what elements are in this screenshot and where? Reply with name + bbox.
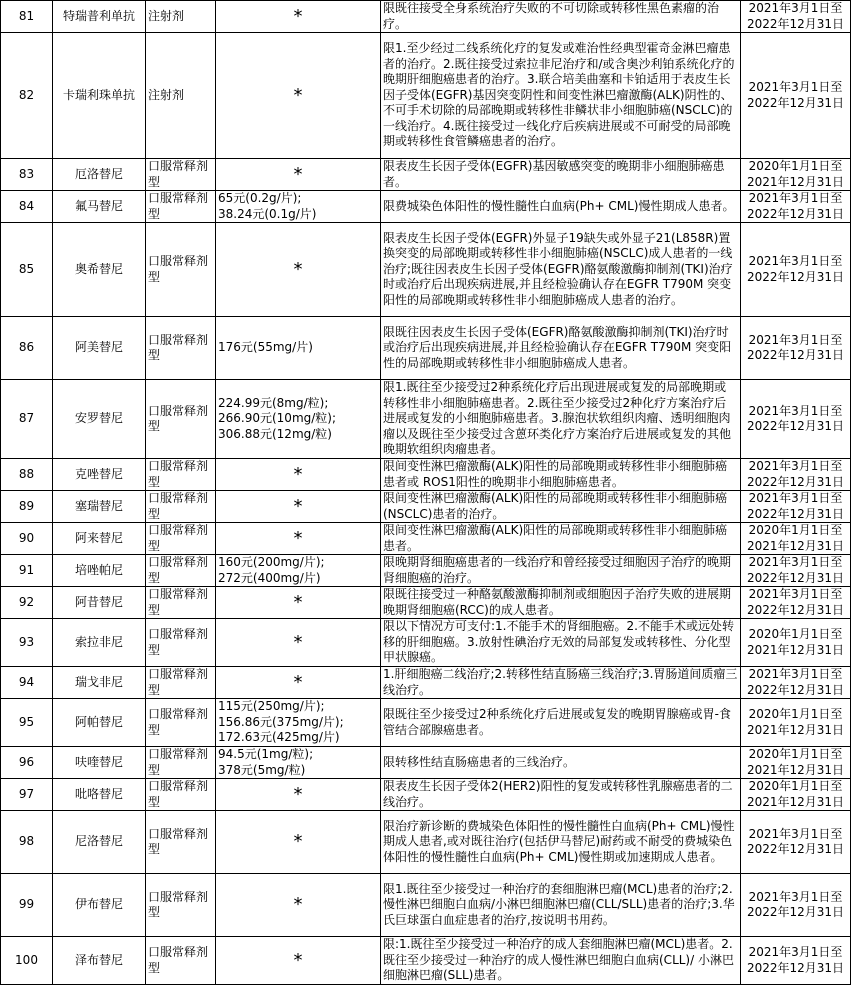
payment-standard-cell (216, 191, 381, 223)
medical-insurance-scope-cell: 限以下情况方可支付:1.不能手术的肾细胞癌。2.不能手术或远处转移的肝细胞癌。3.放射性碘治疗无效的局部复发或转移性、分化型甲状腺癌。 (381, 619, 741, 667)
medical-insurance-scope-cell: 限表皮生长因子受体(EGFR)外显子19缺失或外显子21(L858R)置换突变的局部晚期或转移性非小细胞肺癌(NSCLC)成人患者的一线治疗;既往因表皮生长因子受体(EGFR)酪氨酸激酶抑制剂(TKI)治疗时或治疗后出现疾病进展,并且经检验确认存在EGFR T790M 突变阳性的局部晚期或转移性非小细胞肺癌成人患者的治疗。 (381, 223, 741, 317)
dosage-form-cell: 注射剂 (146, 33, 216, 159)
payment-standard-cell (216, 317, 381, 380)
period-start: 2021年3月1日至 (748, 555, 843, 569)
medical-insurance-scope-cell: 限既往因表皮生长因子受体(EGFR)酪氨酸激酶抑制剂(TKI)治疗时或治疗后出现疾病进展,并且经检验确认存在EGFR T790M 突变阳性的局部晚期或转移性非小细胞肺癌成人患者。 (381, 317, 741, 380)
drug-name-cell: 吡咯替尼 (53, 779, 146, 811)
drug-name-cell: 泽布替尼 (53, 937, 146, 985)
period-start: 2021年3月1日至 (748, 889, 843, 904)
payment-standard-cell (216, 619, 381, 667)
period-end: 2022年12月31日 (746, 474, 845, 489)
period-start: 2020年1月1日至 (748, 747, 843, 761)
period-end: 2021年12月31日 (746, 722, 845, 737)
medical-insurance-scope-cell: 限:1.既往至少接受过一种治疗的成人套细胞淋巴瘤(MCL)患者。2.既往至少接受过一种治疗的成人慢性淋巴细胞白血病(CLL)/ 小淋巴细胞淋巴瘤(SLL)患者。 (381, 937, 741, 985)
row-number-cell: 87 (1, 380, 53, 459)
table-row (1, 619, 851, 667)
asterisk-mark: * (293, 949, 303, 971)
period-start: 2020年1月1日至 (748, 523, 843, 537)
table-row (1, 317, 851, 380)
period-end: 2022年12月31日 (746, 960, 845, 975)
drug-name-cell: 伊布替尼 (53, 874, 146, 937)
period-start: 2021年3月1日至 (748, 826, 843, 841)
price-line: 156.86元(375mg/片); (218, 714, 344, 729)
agreement-period-cell (741, 699, 851, 747)
period-start: 2021年3月1日至 (748, 80, 843, 94)
agreement-period-cell (741, 587, 851, 619)
row-number-cell: 100 (1, 937, 53, 985)
period-start: 2021年3月1日至 (748, 459, 843, 473)
drug-name-cell: 卡瑞利珠单抗 (53, 33, 146, 159)
dosage-form-cell: 口服常释剂型 (146, 747, 216, 779)
period-end: 2022年12月31日 (746, 570, 845, 585)
dosage-form-cell: 口服常释剂型 (146, 779, 216, 811)
medical-insurance-scope-cell: 限转移性结直肠癌患者的三线治疗。 (381, 747, 741, 779)
price-line: 172.63元(425mg/片) (218, 730, 340, 745)
asterisk-mark: * (293, 831, 303, 853)
period-end: 2022年12月31日 (746, 905, 845, 919)
drug-name-cell: 瑞戈非尼 (53, 667, 146, 699)
period-start: 2021年3月1日至 (748, 491, 843, 505)
dosage-form-cell: 口服常释剂型 (146, 523, 216, 555)
dosage-form-cell: 口服常释剂型 (146, 667, 216, 699)
row-number-cell: 83 (1, 159, 53, 191)
asterisk-mark: * (293, 84, 303, 106)
asterisk-mark: * (293, 783, 303, 805)
row-number-cell: 82 (1, 33, 53, 159)
payment-standard-cell (216, 159, 381, 191)
row-number-cell: 91 (1, 555, 53, 587)
agreement-period-cell (741, 159, 851, 191)
agreement-period-cell (741, 1, 851, 33)
drug-name-cell: 阿美替尼 (53, 317, 146, 380)
period-end: 2021年12月31日 (746, 762, 845, 777)
period-start: 2021年3月1日至 (748, 332, 843, 347)
drug-name-cell: 特瑞普利单抗 (53, 1, 146, 33)
period-end: 2022年12月31日 (746, 206, 845, 221)
drug-name-cell: 厄洛替尼 (53, 159, 146, 191)
asterisk-mark: * (293, 463, 303, 485)
dosage-form-cell: 口服常释剂型 (146, 587, 216, 619)
table-row (1, 699, 851, 747)
payment-standard-cell (216, 747, 381, 779)
drug-name-cell: 培唑帕尼 (53, 555, 146, 587)
table-row (1, 491, 851, 523)
period-start: 2020年1月1日至 (748, 707, 843, 721)
row-number-cell: 96 (1, 747, 53, 779)
period-end: 2021年12月31日 (746, 538, 845, 553)
period-end: 2022年12月31日 (746, 16, 845, 31)
period-start: 2021年3月1日至 (748, 587, 843, 601)
payment-standard-cell (216, 33, 381, 159)
price-line: 94.5元(1mg/粒); (218, 747, 314, 761)
payment-standard-cell (216, 587, 381, 619)
dosage-form-cell: 口服常释剂型 (146, 491, 216, 523)
medical-insurance-scope-cell: 限晚期肾细胞癌患者的一线治疗和曾经接受过细胞因子治疗的晚期肾细胞癌的治疗。 (381, 555, 741, 587)
dosage-form-cell: 口服常释剂型 (146, 555, 216, 587)
drug-name-cell: 克唑替尼 (53, 459, 146, 491)
agreement-period-cell (741, 223, 851, 317)
drug-name-cell: 塞瑞替尼 (53, 491, 146, 523)
period-start: 2021年3月1日至 (748, 191, 843, 205)
dosage-form-cell: 注射剂 (146, 1, 216, 33)
period-start: 2021年3月1日至 (748, 1, 843, 15)
payment-standard-cell (216, 811, 381, 874)
price-line: 272元(400mg/片) (218, 570, 321, 585)
table-row (1, 747, 851, 779)
medical-insurance-scope-cell: 限间变性淋巴瘤激酶(ALK)阳性的局部晚期或转移性非小细胞肺癌(NSCLC)患者的治疗。 (381, 491, 741, 523)
table-row (1, 523, 851, 555)
payment-standard-cell (216, 779, 381, 811)
agreement-period-cell (741, 937, 851, 985)
row-number-cell: 89 (1, 491, 53, 523)
drug-name-cell: 奥希替尼 (53, 223, 146, 317)
payment-standard-cell (216, 555, 381, 587)
asterisk-mark: * (293, 5, 303, 27)
medical-insurance-scope-cell: 1.肝细胞癌二线治疗;2.转移性结直肠癌三线治疗;3.胃肠道间质瘤三线治疗。 (381, 667, 741, 699)
medical-insurance-scope-cell: 限间变性淋巴瘤激酶(ALK)阳性的局部晚期或转移性非小细胞肺癌患者。 (381, 523, 741, 555)
agreement-period-cell (741, 747, 851, 779)
payment-standard-cell (216, 874, 381, 937)
agreement-period-cell (741, 619, 851, 667)
medical-insurance-scope-cell: 限既往接受全身系统治疗失败的不可切除或转移性黑色素瘤的治疗。 (381, 1, 741, 33)
row-number-cell: 93 (1, 619, 53, 667)
price-line: 224.99元(8mg/粒); (218, 395, 329, 410)
period-end: 2022年12月31日 (746, 682, 845, 697)
drug-name-cell: 阿帕替尼 (53, 699, 146, 747)
medical-insurance-scope-cell: 限表皮生长因子受体2(HER2)阳性的复发或转移性乳腺癌患者的二线治疗。 (381, 779, 741, 811)
price-line: 306.88元(12mg/粒) (218, 426, 332, 441)
table-row (1, 459, 851, 491)
agreement-period-cell (741, 779, 851, 811)
table-row (1, 191, 851, 223)
row-number-cell: 95 (1, 699, 53, 747)
agreement-period-cell (741, 555, 851, 587)
table-row (1, 587, 851, 619)
dosage-form-cell: 口服常释剂型 (146, 191, 216, 223)
row-number-cell: 85 (1, 223, 53, 317)
table-row (1, 667, 851, 699)
medical-insurance-scope-cell: 限费城染色体阳性的慢性髓性白血病(Ph+ CML)慢性期成人患者。 (381, 191, 741, 223)
asterisk-mark: * (293, 631, 303, 653)
medical-insurance-scope-cell: 限间变性淋巴瘤激酶(ALK)阳性的局部晚期或转移性非小细胞肺癌患者或 ROS1阳性的晚期非小细胞肺癌患者。 (381, 459, 741, 491)
asterisk-mark: * (293, 894, 303, 916)
period-start: 2020年1月1日至 (748, 779, 843, 793)
payment-standard-cell (216, 523, 381, 555)
drug-name-cell: 安罗替尼 (53, 380, 146, 459)
medical-insurance-scope-cell: 限1.至少经过二线系统化疗的复发或难治性经典型霍奇金淋巴瘤患者的治疗。2.既往接受过索拉非尼治疗和/或含奥沙利铂系统化疗的晚期肝细胞癌患者的治疗。3.联合培美曲塞和卡铂适用于表皮生长因子受体(EGFR)基因突变阴性和间变性淋巴瘤激酶(ALK)阴性的、不可手术切除的局部晚期或转移性非鳞状非小细胞肺癌(NSCLC)的一线治疗。4.既往接受过一线化疗后疾病进展或不可耐受的局部晚期或转移性食管鳞癌患者的治疗。 (381, 33, 741, 159)
table-row (1, 555, 851, 587)
medical-insurance-scope-cell: 限既往至少接受过2种系统化疗后进展或复发的晚期胃腺癌或胃-食管结合部腺癌患者。 (381, 699, 741, 747)
row-number-cell: 84 (1, 191, 53, 223)
agreement-period-cell (741, 523, 851, 555)
row-number-cell: 92 (1, 587, 53, 619)
dosage-form-cell: 口服常释剂型 (146, 874, 216, 937)
period-start: 2021年3月1日至 (748, 254, 843, 268)
asterisk-mark: * (293, 671, 303, 693)
row-number-cell: 97 (1, 779, 53, 811)
price-line: 266.90元(10mg/粒); (218, 411, 337, 426)
asterisk-mark: * (293, 527, 303, 549)
row-number-cell: 94 (1, 667, 53, 699)
medical-insurance-scope-cell: 限既往接受过一种酪氨酸激酶抑制剂或细胞因子治疗失败的进展期晚期肾细胞癌(RCC)的成人患者。 (381, 587, 741, 619)
table-body (1, 1, 851, 985)
period-start: 2020年1月1日至 (748, 627, 843, 641)
medical-insurance-scope-cell: 限1.既往至少接受过2种系统化疗后出现进展或复发的局部晚期或转移性非小细胞肺癌患者。2.既往至少接受过2种化疗方案治疗后进展或复发的小细胞肺癌患者。3.腺泡状软组织肉瘤、透明细胞肉瘤以及既往至少接受过含蒽环类化疗方案治疗后进展或复发的其他晚期软组织肉瘤患者。 (381, 380, 741, 459)
period-end: 2021年12月31日 (746, 174, 845, 189)
dosage-form-cell: 口服常释剂型 (146, 937, 216, 985)
agreement-period-cell (741, 317, 851, 380)
row-number-cell: 98 (1, 811, 53, 874)
period-end: 2021年12月31日 (746, 794, 845, 809)
period-end: 2022年12月31日 (746, 348, 845, 362)
payment-standard-cell (216, 459, 381, 491)
drug-name-cell: 阿昔替尼 (53, 587, 146, 619)
table-row (1, 159, 851, 191)
dosage-form-cell: 口服常释剂型 (146, 380, 216, 459)
period-end: 2022年12月31日 (746, 95, 845, 110)
drug-name-cell: 呋喹替尼 (53, 747, 146, 779)
agreement-period-cell (741, 491, 851, 523)
row-number-cell: 88 (1, 459, 53, 491)
dosage-form-cell: 口服常释剂型 (146, 223, 216, 317)
period-end: 2022年12月31日 (746, 269, 845, 284)
price-line: 176元(55mg/片) (218, 340, 313, 355)
row-number-cell: 99 (1, 874, 53, 937)
payment-standard-cell (216, 491, 381, 523)
period-end: 2021年12月31日 (746, 642, 845, 657)
period-start: 2021年3月1日至 (748, 667, 843, 681)
price-line: 38.24元(0.1g/片) (218, 206, 317, 221)
price-line: 65元(0.2g/片); (218, 191, 302, 205)
payment-standard-cell (216, 937, 381, 985)
period-start: 2021年3月1日至 (748, 403, 843, 418)
row-number-cell: 86 (1, 317, 53, 380)
drug-name-cell: 阿来替尼 (53, 523, 146, 555)
period-end: 2022年12月31日 (746, 419, 845, 433)
drug-name-cell: 氟马替尼 (53, 191, 146, 223)
table-row (1, 33, 851, 159)
agreement-period-cell (741, 811, 851, 874)
dosage-form-cell: 口服常释剂型 (146, 159, 216, 191)
table-row (1, 380, 851, 459)
drug-name-cell: 索拉非尼 (53, 619, 146, 667)
period-end: 2022年12月31日 (746, 602, 845, 617)
payment-standard-cell (216, 380, 381, 459)
table-row (1, 874, 851, 937)
medical-insurance-scope-cell: 限治疗新诊断的费城染色体阳性的慢性髓性白血病(Ph+ CML)慢性期成人患者,或对既往治疗(包括伊马替尼)耐药或不耐受的费城染色体阳性的慢性髓性白血病(Ph+ CML)慢性期或加速期成人患者。 (381, 811, 741, 874)
drug-name-cell: 尼洛替尼 (53, 811, 146, 874)
medical-insurance-scope-cell: 限表皮生长因子受体(EGFR)基因敏感突变的晚期非小细胞肺癌患者。 (381, 159, 741, 191)
row-number-cell: 90 (1, 523, 53, 555)
table-row (1, 1, 851, 33)
table-row (1, 779, 851, 811)
price-line: 160元(200mg/片); (218, 555, 325, 569)
dosage-form-cell: 口服常释剂型 (146, 699, 216, 747)
agreement-period-cell (741, 380, 851, 459)
agreement-period-cell (741, 667, 851, 699)
period-end: 2022年12月31日 (746, 842, 845, 856)
asterisk-mark: * (293, 495, 303, 517)
payment-standard-cell (216, 699, 381, 747)
payment-standard-cell (216, 667, 381, 699)
dosage-form-cell: 口服常释剂型 (146, 317, 216, 380)
agreement-period-cell (741, 874, 851, 937)
dosage-form-cell: 口服常释剂型 (146, 811, 216, 874)
agreement-period-cell (741, 191, 851, 223)
dosage-form-cell: 口服常释剂型 (146, 619, 216, 667)
table-row (1, 223, 851, 317)
table-row (1, 937, 851, 985)
period-start: 2021年3月1日至 (748, 945, 843, 959)
payment-standard-cell (216, 1, 381, 33)
agreement-period-cell (741, 33, 851, 159)
asterisk-mark: * (293, 591, 303, 613)
asterisk-mark: * (293, 163, 303, 185)
medical-insurance-scope-cell: 限1.既往至少接受过一种治疗的套细胞淋巴瘤(MCL)患者的治疗;2.慢性淋巴细胞白血病/小淋巴细胞淋巴瘤(CLL/SLL)患者的治疗;3.华氏巨球蛋白血症患者的治疗,按说明书用药。 (381, 874, 741, 937)
price-line: 378元(5mg/粒) (218, 762, 306, 777)
period-end: 2022年12月31日 (746, 506, 845, 521)
period-start: 2020年1月1日至 (748, 159, 843, 173)
price-line: 115元(250mg/片); (218, 699, 325, 714)
row-number-cell: 81 (1, 1, 53, 33)
table-row (1, 811, 851, 874)
dosage-form-cell: 口服常释剂型 (146, 459, 216, 491)
agreement-period-cell (741, 459, 851, 491)
payment-standard-cell (216, 223, 381, 317)
asterisk-mark: * (293, 258, 303, 280)
